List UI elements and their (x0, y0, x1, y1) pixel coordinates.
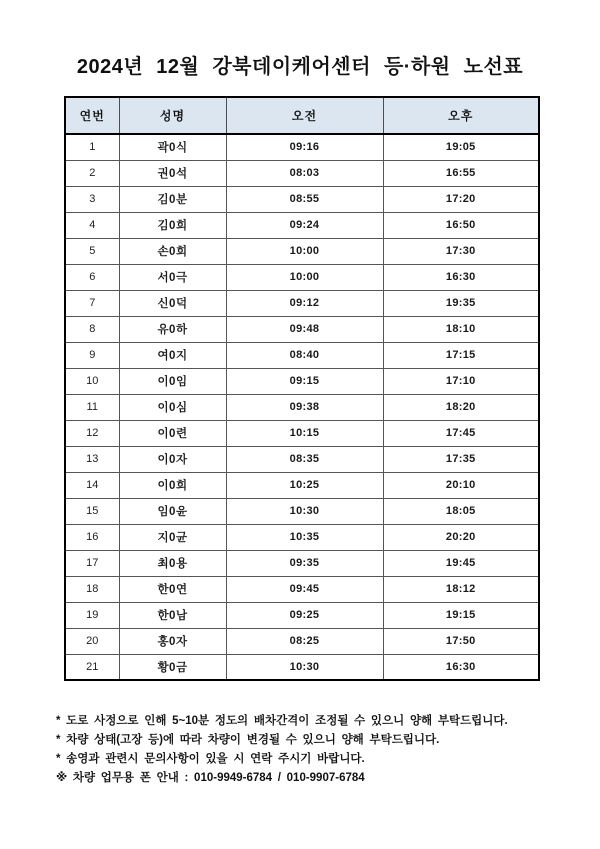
cell-row-number: 5 (65, 238, 119, 264)
cell-row-number: 11 (65, 394, 119, 420)
table-row (65, 628, 539, 654)
cell-person-name: 한0연 (119, 576, 226, 602)
cell-morning-time: 09:45 (226, 576, 383, 602)
cell-person-name: 이0임 (119, 368, 226, 394)
cell-morning-time: 09:24 (226, 212, 383, 238)
footnotes (56, 712, 560, 788)
cell-morning-time: 10:35 (226, 524, 383, 550)
cell-evening-time: 20:20 (383, 524, 539, 550)
table-row (65, 212, 539, 238)
table-row (65, 498, 539, 524)
table-row (65, 238, 539, 264)
cell-evening-time: 16:30 (383, 264, 539, 290)
cell-row-number: 13 (65, 446, 119, 472)
cell-row-number: 15 (65, 498, 119, 524)
cell-person-name: 권0석 (119, 160, 226, 186)
cell-evening-time: 17:50 (383, 628, 539, 654)
cell-evening-time: 18:12 (383, 576, 539, 602)
cell-row-number: 20 (65, 628, 119, 654)
cell-row-number: 3 (65, 186, 119, 212)
table-row (65, 602, 539, 628)
table-row (65, 290, 539, 316)
cell-evening-time: 17:30 (383, 238, 539, 264)
cell-morning-time: 08:03 (226, 160, 383, 186)
cell-row-number: 4 (65, 212, 119, 238)
cell-morning-time: 10:00 (226, 264, 383, 290)
cell-person-name: 김0분 (119, 186, 226, 212)
cell-person-name: 이0심 (119, 394, 226, 420)
cell-evening-time: 16:30 (383, 654, 539, 680)
cell-morning-time: 10:25 (226, 472, 383, 498)
cell-morning-time: 10:15 (226, 420, 383, 446)
cell-row-number: 19 (65, 602, 119, 628)
cell-morning-time: 09:15 (226, 368, 383, 394)
cell-evening-time: 17:35 (383, 446, 539, 472)
schedule-table (64, 96, 540, 681)
table-row (65, 654, 539, 680)
cell-row-number: 10 (65, 368, 119, 394)
cell-morning-time: 09:12 (226, 290, 383, 316)
cell-person-name: 황0금 (119, 654, 226, 680)
cell-row-number: 7 (65, 290, 119, 316)
table-row (65, 420, 539, 446)
table-row (65, 342, 539, 368)
note-contact-request: * 송영과 관련시 문의사항이 있을 시 연락 주시기 바랍니다. (56, 753, 365, 765)
table-row (65, 186, 539, 212)
note-phone-numbers: ※ 차량 업무용 폰 안내 : 010-9949-6784 / 010-9907-6784 (56, 772, 365, 784)
table-row (65, 368, 539, 394)
cell-morning-time: 09:16 (226, 134, 383, 160)
cell-evening-time: 19:35 (383, 290, 539, 316)
cell-morning-time: 10:30 (226, 498, 383, 524)
cell-row-number: 6 (65, 264, 119, 290)
cell-row-number: 2 (65, 160, 119, 186)
cell-evening-time: 18:10 (383, 316, 539, 342)
cell-evening-time: 19:05 (383, 134, 539, 160)
cell-person-name: 이0희 (119, 472, 226, 498)
table-row (65, 550, 539, 576)
cell-row-number: 8 (65, 316, 119, 342)
page-title: 2024년 12월 강북데이케어센터 등·하원 노선표 (76, 56, 524, 78)
col-header-am: 오전 (226, 97, 383, 134)
cell-row-number: 9 (65, 342, 119, 368)
cell-row-number: 21 (65, 654, 119, 680)
note-road-conditions: * 도로 사정으로 인해 5~10분 정도의 배차간격이 조정될 수 있으니 양해 부탁드립니다. (56, 715, 508, 727)
note-vehicle-status: * 차량 상태(고장 등)에 따라 차량이 변경될 수 있으니 양해 부탁드립니다. (56, 734, 440, 746)
cell-row-number: 12 (65, 420, 119, 446)
cell-row-number: 17 (65, 550, 119, 576)
cell-person-name: 곽0식 (119, 134, 226, 160)
col-header-pm: 오후 (383, 97, 539, 134)
cell-person-name: 신0덕 (119, 290, 226, 316)
cell-morning-time: 10:00 (226, 238, 383, 264)
cell-row-number: 1 (65, 134, 119, 160)
cell-evening-time: 18:05 (383, 498, 539, 524)
cell-evening-time: 16:50 (383, 212, 539, 238)
cell-morning-time: 08:35 (226, 446, 383, 472)
cell-morning-time: 08:55 (226, 186, 383, 212)
cell-person-name: 이0련 (119, 420, 226, 446)
cell-person-name: 한0남 (119, 602, 226, 628)
table-row (65, 160, 539, 186)
cell-row-number: 18 (65, 576, 119, 602)
col-header-no: 연번 (65, 97, 119, 134)
table-row (65, 446, 539, 472)
table-row (65, 472, 539, 498)
cell-morning-time: 09:35 (226, 550, 383, 576)
table-row (65, 264, 539, 290)
cell-morning-time: 10:30 (226, 654, 383, 680)
table-row (65, 576, 539, 602)
col-header-name: 성명 (119, 97, 226, 134)
cell-person-name: 이0자 (119, 446, 226, 472)
table-row (65, 134, 539, 160)
table-row (65, 524, 539, 550)
cell-evening-time: 16:55 (383, 160, 539, 186)
cell-row-number: 16 (65, 524, 119, 550)
schedule-table-header (65, 97, 539, 134)
cell-evening-time: 19:15 (383, 602, 539, 628)
schedule-table-body (65, 134, 539, 680)
table-row (65, 394, 539, 420)
cell-person-name: 최0용 (119, 550, 226, 576)
cell-person-name: 김0희 (119, 212, 226, 238)
header-row (65, 97, 539, 134)
table-row (65, 316, 539, 342)
cell-person-name: 임0윤 (119, 498, 226, 524)
cell-evening-time: 19:45 (383, 550, 539, 576)
cell-morning-time: 09:25 (226, 602, 383, 628)
cell-evening-time: 17:10 (383, 368, 539, 394)
cell-evening-time: 17:15 (383, 342, 539, 368)
cell-row-number: 14 (65, 472, 119, 498)
cell-person-name: 유0하 (119, 316, 226, 342)
cell-person-name: 서0극 (119, 264, 226, 290)
cell-person-name: 홍0자 (119, 628, 226, 654)
cell-person-name: 지0균 (119, 524, 226, 550)
cell-morning-time: 09:38 (226, 394, 383, 420)
cell-evening-time: 20:10 (383, 472, 539, 498)
cell-morning-time: 08:25 (226, 628, 383, 654)
cell-person-name: 손0희 (119, 238, 226, 264)
cell-morning-time: 09:48 (226, 316, 383, 342)
cell-evening-time: 17:20 (383, 186, 539, 212)
cell-morning-time: 08:40 (226, 342, 383, 368)
cell-evening-time: 18:20 (383, 394, 539, 420)
cell-evening-time: 17:45 (383, 420, 539, 446)
cell-person-name: 여0지 (119, 342, 226, 368)
